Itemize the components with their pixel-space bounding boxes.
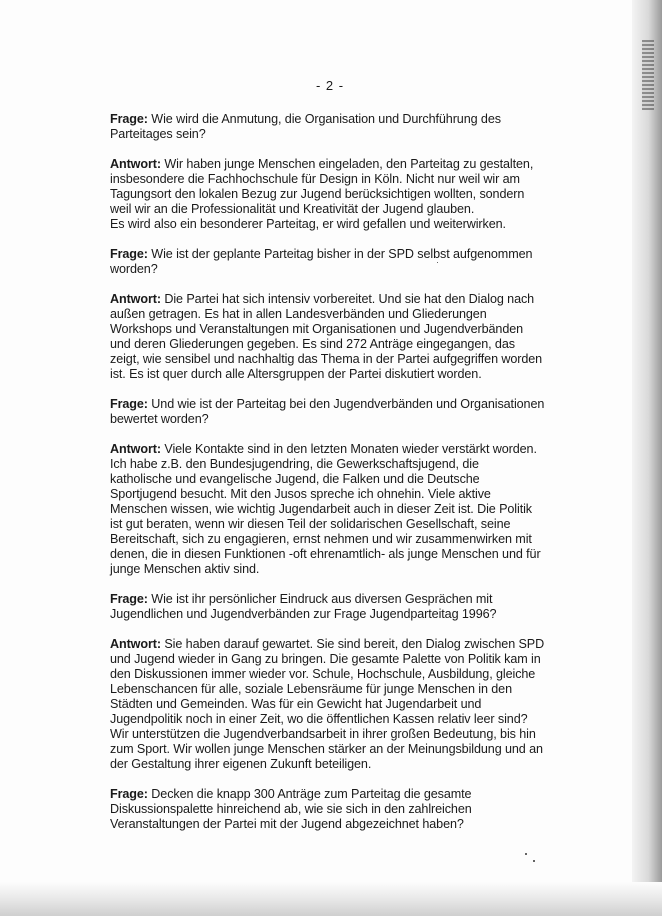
- question-label: Frage:: [110, 397, 148, 411]
- answer-label: Antwort:: [110, 637, 161, 651]
- page-number: - 2 -: [315, 78, 345, 93]
- question-label: Frage:: [110, 247, 148, 261]
- question-text: Wie wird die Anmutung, die Organisation und Durchführung des Parteitages sein?: [110, 112, 501, 141]
- scan-edge-mark: [642, 40, 654, 110]
- question-block: [110, 112, 548, 142]
- question-text: Decken die knapp 300 Anträge zum Parteitag die gesamte Diskussionspalette hinreichend ab, wie sie sich in den zahlreichen Veranstaltungen der Partei mit der Jugend abgezeichnet haben?: [110, 787, 472, 831]
- scan-edge-shadow: [632, 0, 662, 916]
- scan-bottom-shadow: [0, 882, 662, 916]
- answer-text: Sie haben darauf gewartet. Sie sind bereit, den Dialog zwischen SPD und Jugend wieder in Gang zu bringen. Die gesamte Palette von Politik kam in den Diskussionen immer wieder vor. Schule, Hochschule, Ausbildung, gleiche Lebenschancen für alle, soziale Lebensräume für junge Menschen in den Städten und Gemeinden. Was für ein Gewicht hat Jugendarbeit und Jugendpolitik noch in einer Zeit, wo die öffentlichen Kassen relativ leer sind? Wir unterstützen die Jugendverbandsarbeit in ihrer großen Bedeutung, bis hin zum Sport. Wir wollen junge Menschen stärker an der Meinungsbildung und an der Gestaltung ihrer eigenen Zukunft beteiligen.: [110, 637, 545, 771]
- question-label: Frage:: [110, 592, 148, 606]
- question-label: Frage:: [110, 787, 148, 801]
- question-text: Wie ist ihr persönlicher Eindruck aus diversen Gesprächen mit Jugendlichen und Jugendverbänden zur Frage Jugendparteitag 1996?: [110, 592, 497, 621]
- answer-text: Die Partei hat sich intensiv vorbereitet. Und sie hat den Dialog nach außen getragen. Es hat in allen Landesverbänden und Gliederungen Workshops und Veranstaltungen mit Organisationen und Jugendverbänden und deren Gliederungen gegeben. Es sind 272 Anträge eingegangen, das zeigt, wie sensibel und nachhaltig das Thema in der Partei aufgegriffen worden ist. Es ist quer durch alle Altersgruppen der Partei diskutiert worden.: [110, 292, 543, 381]
- answer-label: Antwort:: [110, 442, 161, 456]
- interview-text: [110, 112, 548, 847]
- question-block: [110, 787, 548, 832]
- question-label: Frage:: [110, 112, 148, 126]
- question-text: Und wie ist der Parteitag bei den Jugendverbänden und Organisationen bewertet worden?: [110, 397, 545, 426]
- scan-speck: [437, 262, 438, 263]
- scan-speck: [533, 860, 535, 862]
- answer-block: [110, 637, 548, 772]
- answer-block: [110, 157, 548, 232]
- answer-text: Wir haben junge Menschen eingeladen, den Parteitag zu gestalten, insbesondere die Fachhochschule für Design in Köln. Nicht nur weil wir am Tagungsort den lokalen Bezug zur Jugend berücksichtigen wollten, sondern weil wir an die Professionalität und Kreativität der Jugend glauben. Es wird also ein besonderer Parteitag, er wird gefallen und weiterwirken.: [110, 157, 534, 231]
- answer-label: Antwort:: [110, 157, 161, 171]
- scan-speck: [525, 853, 527, 855]
- answer-label: Antwort:: [110, 292, 161, 306]
- question-block: [110, 397, 548, 427]
- question-block: [110, 592, 548, 622]
- question-text: Wie ist der geplante Parteitag bisher in der SPD selbst aufgenommen worden?: [110, 247, 533, 276]
- answer-block: [110, 442, 548, 577]
- answer-block: [110, 292, 548, 382]
- answer-text: Viele Kontakte sind in den letzten Monaten wieder verstärkt worden. Ich habe z.B. den Bundesjugendring, die Gewerkschaftsjugend, die katholische und evangelische Jugend, die Falken und die Deutsche Sportjugend besucht. Mit den Jusos spreche ich ohnehin. Viele aktive Menschen wissen, wie wichtig Jugendarbeit auch in dieser Zeit ist. Die Politik ist gut beraten, wenn wir diesen Teil der solidarischen Gesellschaft, seine Bereitschaft, sich zu engagieren, ernst nehmen und wir zusammenwirken mit denen, die in diesen Funktionen -oft ehrenamtlich- als junge Menschen und für junge Menschen aktiv sind.: [110, 442, 541, 576]
- question-block: [110, 247, 548, 277]
